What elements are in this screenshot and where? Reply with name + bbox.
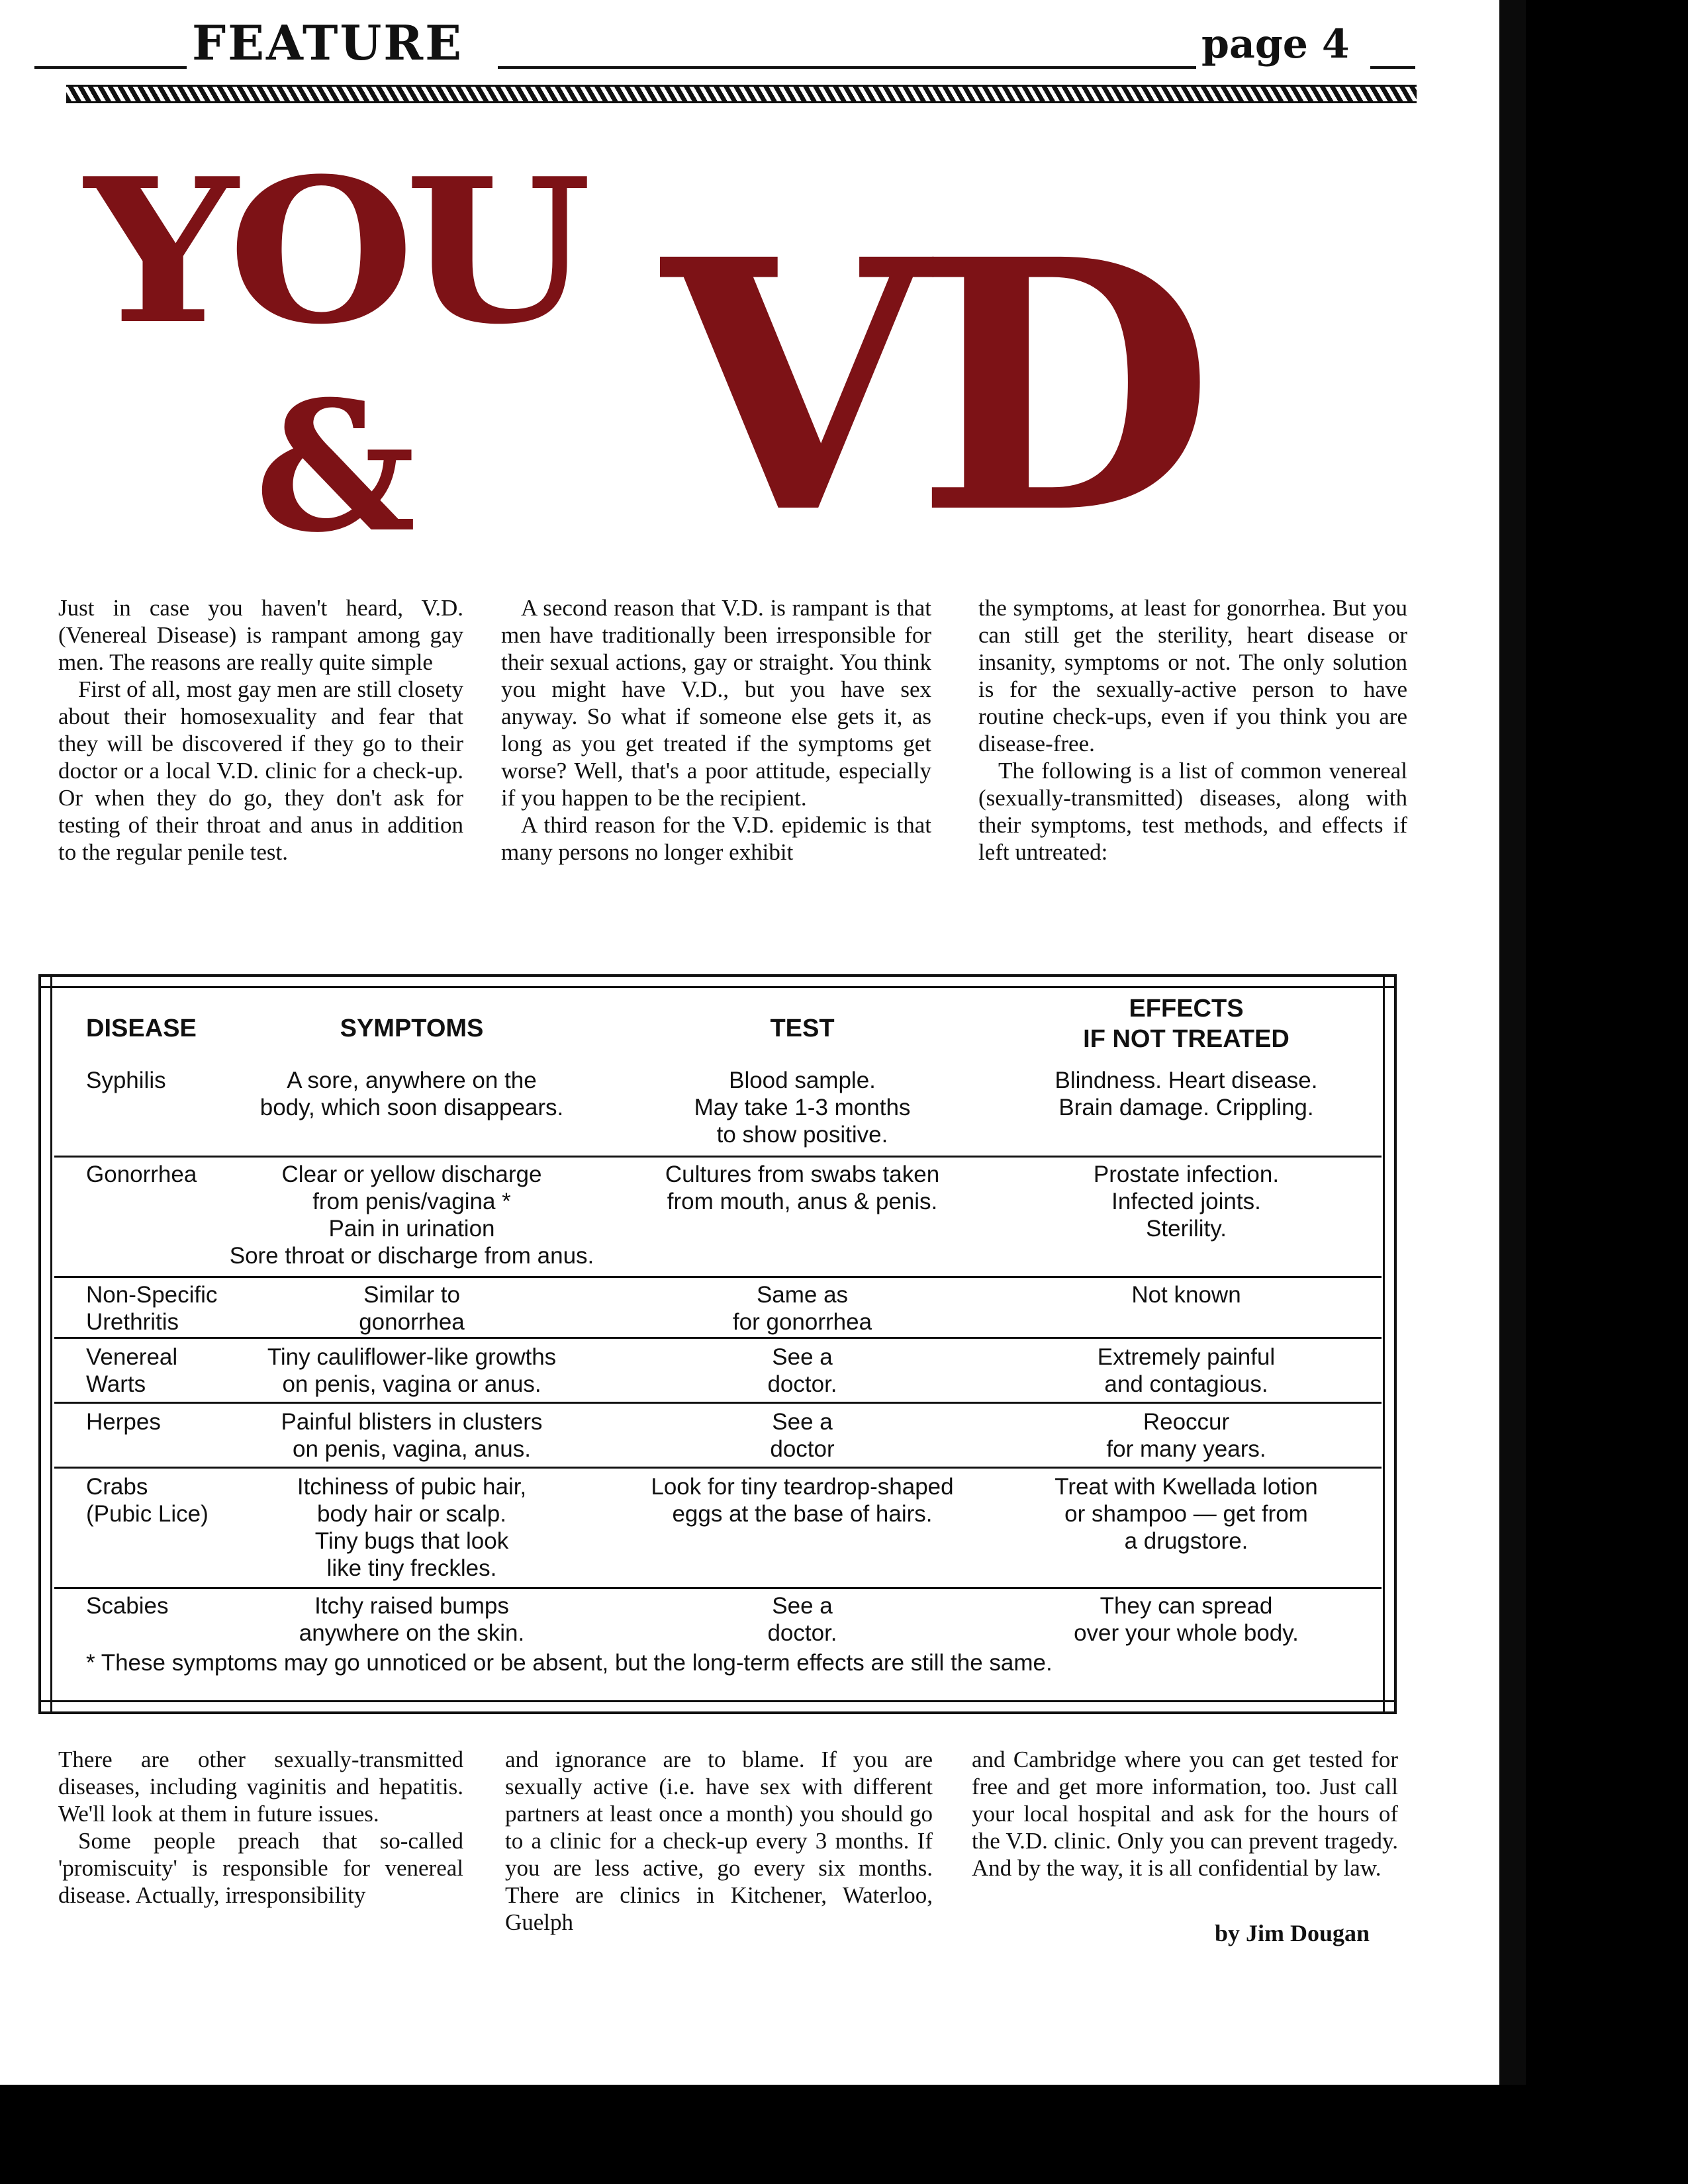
cell-symptoms xyxy=(240,1281,584,1336)
table-frame-tick xyxy=(1385,1700,1397,1702)
cell-line: over your whole body. xyxy=(1074,1620,1299,1646)
row-divider xyxy=(54,1337,1382,1339)
cell-line: See a xyxy=(772,1344,833,1370)
cell-effects xyxy=(1027,1281,1345,1308)
cell-line: Brain damage. Crippling. xyxy=(1058,1095,1314,1120)
headline-ampersand: & xyxy=(255,361,416,572)
cell-line: Blindness. Heart disease. xyxy=(1055,1068,1318,1093)
header-rule-right xyxy=(1370,66,1415,69)
cell-line: a drugstore. xyxy=(1124,1528,1248,1554)
column-header-test: TEST xyxy=(770,1015,835,1042)
cell-line: body hair or scalp. xyxy=(317,1501,506,1527)
cell-line: Pain in urination xyxy=(328,1216,495,1242)
paragraph: The following is a list of common venereal (sexually-transmitted) diseases, along with their symptoms, test methods, and effects if left untreated: xyxy=(978,758,1407,865)
intro-column-3 xyxy=(978,594,1407,866)
cell-test xyxy=(643,1408,961,1463)
cell-line: for many years. xyxy=(1106,1436,1266,1462)
header-rule-left xyxy=(34,66,187,69)
headline-you: YOU xyxy=(85,134,582,368)
cell-symptoms xyxy=(240,1067,584,1121)
table-frame-tick xyxy=(50,974,52,986)
cell-effects xyxy=(1027,1592,1345,1647)
cell-line: Itchiness of pubic hair, xyxy=(297,1474,527,1500)
paragraph: A third reason for the V.D. epidemic is that many persons no longer exhibit xyxy=(501,812,931,865)
cell-line: Syphilis xyxy=(86,1068,166,1093)
cell-test xyxy=(643,1161,961,1215)
cell-line: anywhere on the skin. xyxy=(299,1620,525,1646)
cell-line: doctor. xyxy=(767,1371,837,1397)
row-divider xyxy=(54,1276,1382,1278)
cell-test xyxy=(643,1067,961,1148)
table-frame-tick xyxy=(38,986,50,988)
paragraph: and ignorance are to blame. If you are sexually active (i.e. have sex with different partners at least once a month) you should go to a clinic for a check-up every 3 months. If you are less active, go every six months. There are clinics in Kitchener, Waterloo, Guelph xyxy=(505,1747,933,1935)
cell-line: and contagious. xyxy=(1104,1371,1268,1397)
scan-border xyxy=(1499,0,1526,2085)
paragraph: the symptoms, at least for gonorrhea. But you can still get the sterility, heart disease or insanity, symptoms or not. The only solution is for the sexually-active person to have routine check-ups, even if you think you are disease-free. xyxy=(978,595,1407,756)
closing-column-3 xyxy=(972,1746,1398,1882)
cell-line: Itchy raised bumps xyxy=(314,1593,509,1619)
cell-line: or shampoo — get from xyxy=(1064,1501,1308,1527)
cell-effects xyxy=(1027,1343,1345,1398)
section-title: FEATURE xyxy=(192,15,464,71)
column-header-disease: DISEASE xyxy=(86,1015,197,1042)
cell-line: on penis, vagina or anus. xyxy=(282,1371,541,1397)
cell-line: like tiny freckles. xyxy=(326,1555,497,1581)
row-divider xyxy=(54,1467,1382,1469)
cell-line: Infected joints. xyxy=(1111,1189,1261,1214)
cell-line: Tiny cauliflower-like growths xyxy=(267,1344,557,1370)
cell-line: doctor. xyxy=(767,1620,837,1646)
cell-line: for gonorrhea xyxy=(732,1309,872,1335)
closing-column-2 xyxy=(505,1746,933,1936)
row-divider xyxy=(54,1156,1382,1158)
paragraph: A second reason that V.D. is rampant is that men have traditionally been irresponsible for their sexual actions, gay or straight. You think you might have V.D., but you have sex anyway. So what if someone else gets it, as long as you get treated if the symptoms get worse? Well, that's a poor attitude, especially if you happen to be the recipient. xyxy=(501,595,931,811)
cell-line: May take 1-3 months xyxy=(694,1095,911,1120)
cell-line: Cultures from swabs taken xyxy=(665,1161,940,1187)
cell-line: from mouth, anus & penis. xyxy=(667,1189,938,1214)
page-number: page 4 xyxy=(1201,21,1350,68)
table-frame-tick xyxy=(50,1702,52,1714)
cell-line: Similar to xyxy=(363,1282,460,1308)
intro-column-1 xyxy=(58,594,463,866)
cell-test xyxy=(643,1592,961,1647)
cell-effects xyxy=(1027,1408,1345,1463)
cell-line: They can spread xyxy=(1100,1593,1273,1619)
column-header-effects: EFFECTS xyxy=(1129,995,1244,1023)
header-rule-middle xyxy=(498,66,1196,69)
cell-line: Venereal xyxy=(86,1344,178,1370)
author-byline: by Jim Dougan xyxy=(1215,1920,1370,1946)
cell-effects xyxy=(1027,1161,1345,1242)
cell-line: body, which soon disappears. xyxy=(259,1095,564,1120)
cell-line: Sterility. xyxy=(1146,1216,1227,1242)
cell-line: doctor xyxy=(770,1436,835,1462)
cell-line: from penis/vagina * xyxy=(312,1189,511,1214)
cell-line: Clear or yellow discharge xyxy=(281,1161,542,1187)
cell-line: Extremely painful xyxy=(1097,1344,1276,1370)
cell-line: Crabs xyxy=(86,1474,148,1500)
cell-line: Urethritis xyxy=(86,1309,179,1335)
cell-effects xyxy=(1027,1067,1345,1121)
cell-symptoms xyxy=(240,1592,584,1647)
row-divider xyxy=(54,1587,1382,1589)
paragraph: and Cambridge where you can get tested for free and get more information, too. Just call your local hospital and ask for the hours of the V.D. clinic. Only you can prevent tragedy. And by the way, it is all confidential by law. xyxy=(972,1747,1398,1881)
cell-line: Same as xyxy=(756,1282,849,1308)
cell-line: Sore throat or discharge from anus. xyxy=(229,1243,594,1269)
cell-line: Gonorrhea xyxy=(86,1161,197,1187)
cell-line: See a xyxy=(772,1409,833,1435)
cell-line: Warts xyxy=(86,1371,146,1397)
table-frame-tick xyxy=(1383,1702,1385,1714)
cell-line: Non-Specific xyxy=(86,1282,218,1308)
paragraph: Just in case you haven't heard, V.D. (Venereal Disease) is rampant among gay men. The reasons are really quite simple xyxy=(58,595,463,675)
cell-line: Reoccur xyxy=(1143,1409,1230,1435)
cell-line: See a xyxy=(772,1593,833,1619)
table-footnote: * These symptoms may go unnoticed or be absent, but the long-term effects are still the same. xyxy=(86,1650,1053,1676)
headline-vd: VD xyxy=(662,185,1201,589)
cell-symptoms xyxy=(213,1161,610,1269)
table-frame-tick xyxy=(1385,986,1397,988)
cell-line: Tiny bugs that look xyxy=(314,1528,509,1554)
cell-symptoms xyxy=(240,1473,584,1582)
paragraph: Some people preach that so-called 'promiscuity' is responsible for venereal disease. Actually, irresponsibility xyxy=(58,1828,463,1908)
cell-line: Herpes xyxy=(86,1409,161,1435)
cell-line: (Pubic Lice) xyxy=(86,1501,209,1527)
cell-line: Not known xyxy=(1131,1282,1241,1308)
row-divider xyxy=(54,1402,1382,1404)
closing-column-1 xyxy=(58,1746,463,1909)
paragraph: First of all, most gay men are still closety about their homosexuality and fear that they will be discovered if they go to their doctor or a local V.D. clinic for a check-up. Or when they do go, they don't ask for testing of their throat and anus in addition to the regular penile test. xyxy=(58,676,463,865)
paragraph: There are other sexually-transmitted diseases, including vaginitis and hepatitis. We'll look at them in future issues. xyxy=(58,1747,463,1827)
cell-effects xyxy=(1008,1473,1365,1555)
decorative-rope-border xyxy=(66,85,1417,103)
cell-line: Treat with Kwellada lotion xyxy=(1055,1474,1318,1500)
cell-test xyxy=(624,1473,981,1527)
cell-test xyxy=(643,1343,961,1398)
column-header-symptoms: SYMPTOMS xyxy=(340,1015,484,1042)
cell-line: to show positive. xyxy=(716,1122,888,1148)
cell-line: eggs at the base of hairs. xyxy=(672,1501,933,1527)
cell-line: Prostate infection. xyxy=(1093,1161,1280,1187)
cell-line: A sore, anywhere on the xyxy=(287,1068,537,1093)
cell-line: Scabies xyxy=(86,1593,169,1619)
cell-line: Blood sample. xyxy=(729,1068,876,1093)
intro-column-2 xyxy=(501,594,931,866)
cell-line: Look for tiny teardrop-shaped xyxy=(651,1474,954,1500)
cell-line: gonorrhea xyxy=(359,1309,465,1335)
cell-line: on penis, vagina, anus. xyxy=(293,1436,531,1462)
cell-line: Painful blisters in clusters xyxy=(281,1409,543,1435)
cell-symptoms xyxy=(200,1408,624,1463)
table-frame-tick xyxy=(38,1700,50,1702)
column-header-effects-sub: IF NOT TREATED xyxy=(1083,1025,1289,1053)
table-frame-tick xyxy=(1383,974,1385,986)
cell-symptoms xyxy=(200,1343,624,1398)
cell-test xyxy=(643,1281,961,1336)
